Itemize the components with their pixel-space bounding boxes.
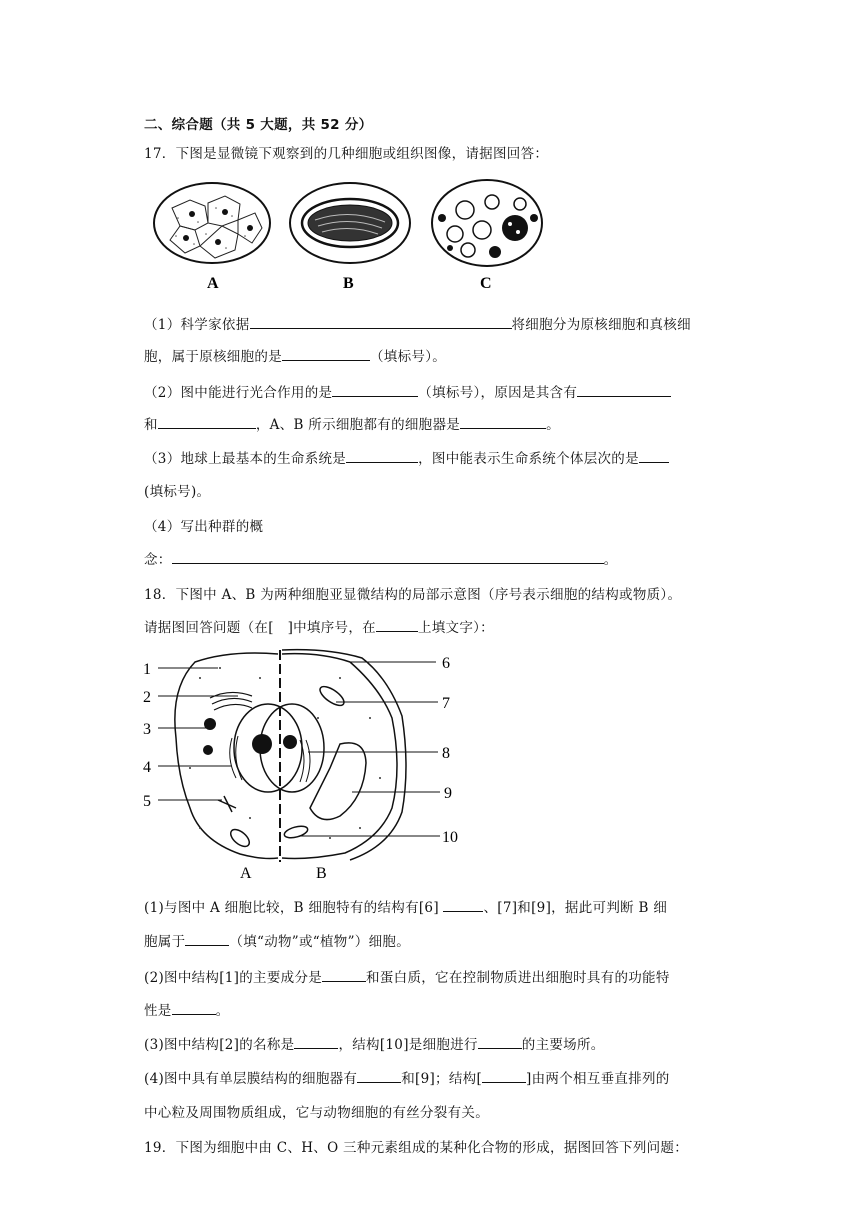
- q17-part2-line2: [144, 413, 560, 433]
- answer-blank[interactable]: [322, 969, 366, 982]
- answer-blank[interactable]: [172, 551, 604, 564]
- answer-blank: [376, 619, 418, 632]
- q17-p4c: 。: [603, 552, 618, 568]
- q18-p1d: （填“动物”或“植物”）细胞。: [229, 934, 411, 950]
- q18-p1a: (1)与图中 A 细胞比较，B 细胞特有的结构有[6]: [144, 900, 439, 916]
- q19-stem: 19．下图为细胞中由 C、H、O 三种元素组成的某种化合物的形成，据图回答下列问题：: [144, 1140, 689, 1156]
- label-7: 7: [442, 695, 450, 712]
- q18-part1-line2: [144, 930, 410, 950]
- q17-part1-line2: [144, 345, 446, 365]
- q18-stem-line2: [144, 616, 494, 636]
- q17-p2e: 。: [546, 417, 560, 433]
- q17-p3b: ，图中能表示生命系统个体层次的是: [418, 451, 639, 467]
- answer-blank[interactable]: [158, 416, 256, 429]
- label-8: 8: [442, 745, 450, 762]
- q17-part3-line2: (填标号)。: [144, 484, 211, 500]
- q17-label-b: B: [343, 275, 354, 292]
- label-3: 3: [143, 721, 151, 738]
- caption-b: B: [316, 865, 327, 882]
- q18-p4a: (4)图中具有单层膜结构的细胞器有: [144, 1071, 358, 1087]
- q17-p2b: （填标号），原因是其含有: [418, 385, 578, 401]
- q18-p3c: 的主要场所。: [521, 1037, 605, 1053]
- q18-p3a: (3)图中结构[2]的名称是: [144, 1037, 295, 1053]
- q18-cell-diagram: [140, 648, 480, 884]
- q17-part2-line1: [144, 381, 671, 401]
- label-1: 1: [143, 661, 151, 678]
- q17-p2d: ，A、B 所示细胞都有的细胞器是: [255, 417, 461, 433]
- q18-p2c: 性是: [144, 1003, 172, 1019]
- q17-p1a: （1）科学家依据: [144, 317, 250, 333]
- label-2: 2: [143, 689, 151, 706]
- q18-p2d: 。: [215, 1003, 230, 1019]
- q18-part4-line2: 中心粒及周围物质组成，它与动物细胞的有丝分裂有关。: [144, 1105, 489, 1121]
- label-9: 9: [444, 785, 452, 802]
- q18-part3: [144, 1033, 605, 1053]
- q18-p2b: 和蛋白质，它在控制物质进出细胞时具有的功能特: [366, 970, 670, 986]
- q17-part1-line1: [144, 313, 691, 333]
- q18-part2-line1: [144, 966, 670, 986]
- answer-blank[interactable]: [346, 450, 418, 463]
- q18-p4c: ]由两个相互垂直排列的: [526, 1071, 670, 1087]
- q18-p2a: (2)图中结构[1]的主要成分是: [144, 970, 323, 986]
- q18-p1c: 胞属于: [144, 934, 186, 950]
- q18-p3b: ，结构[10]是细胞进行: [338, 1037, 478, 1053]
- q18-p4b: 和[9]；结构[: [401, 1071, 483, 1087]
- label-10: 10: [442, 829, 458, 846]
- q17-p1b: 将细胞分为原核细胞和真核细: [511, 317, 691, 333]
- q17-p2a: （2）图中能进行光合作用的是: [144, 385, 333, 401]
- q17-stem: 17．下图是显微镜下观察到的几种细胞或组织图像，请据图回答：: [144, 146, 549, 162]
- q17-figure: [150, 178, 555, 296]
- q17-p3a: （3）地球上最基本的生命系统是: [144, 451, 347, 467]
- q17-p1d: （填标号）。: [370, 349, 447, 365]
- answer-blank[interactable]: [294, 1036, 338, 1049]
- q18-p1b: 、[7]和[9]，据此可判断 B 细: [483, 900, 668, 916]
- caption-a: A: [240, 865, 252, 882]
- q17-part4-line1: （4）写出种群的概: [144, 519, 264, 535]
- label-4: 4: [143, 759, 151, 776]
- q17-figure-b: [290, 183, 410, 263]
- q18-part4-line1: [144, 1067, 670, 1087]
- answer-blank[interactable]: [478, 1036, 522, 1049]
- answer-blank[interactable]: [577, 384, 671, 397]
- answer-blank[interactable]: [443, 899, 483, 912]
- q17-figure-a: [154, 183, 270, 263]
- q17-p1c: 胞，属于原核细胞的是: [144, 349, 282, 365]
- answer-blank[interactable]: [185, 933, 229, 946]
- section-title: 二、综合题（共 5 大题，共 52 分）: [144, 117, 373, 133]
- answer-blank[interactable]: [172, 1002, 216, 1015]
- q18-stem3: 上填文字）：: [417, 620, 494, 636]
- q17-part3-line1: [144, 447, 669, 467]
- q17-label-c: C: [480, 275, 492, 292]
- q18-stem-line1: 18．下图中 A、B 为两种细胞亚显微结构的局部示意图（序号表示细胞的结构或物质）。: [144, 587, 682, 603]
- q18-stem2: 请据图回答问题（在[ ]中填序号，在: [144, 620, 376, 636]
- answer-blank[interactable]: [332, 384, 418, 397]
- q17-p2c: 和: [144, 417, 158, 433]
- q18-part1-line1: [144, 896, 667, 916]
- q17-figure-c: [432, 180, 542, 266]
- answer-blank[interactable]: [639, 450, 669, 463]
- q17-part4-line2: [144, 548, 617, 568]
- label-5: 5: [143, 793, 151, 810]
- answer-blank[interactable]: [282, 348, 370, 361]
- label-6: 6: [442, 655, 450, 672]
- answer-blank[interactable]: [357, 1070, 401, 1083]
- q18-part2-line2: [144, 999, 229, 1019]
- q17-label-a: A: [207, 275, 219, 292]
- answer-blank[interactable]: [460, 416, 546, 429]
- q17-p4b: 念：: [144, 552, 172, 568]
- answer-blank[interactable]: [482, 1070, 526, 1083]
- answer-blank[interactable]: [250, 316, 512, 329]
